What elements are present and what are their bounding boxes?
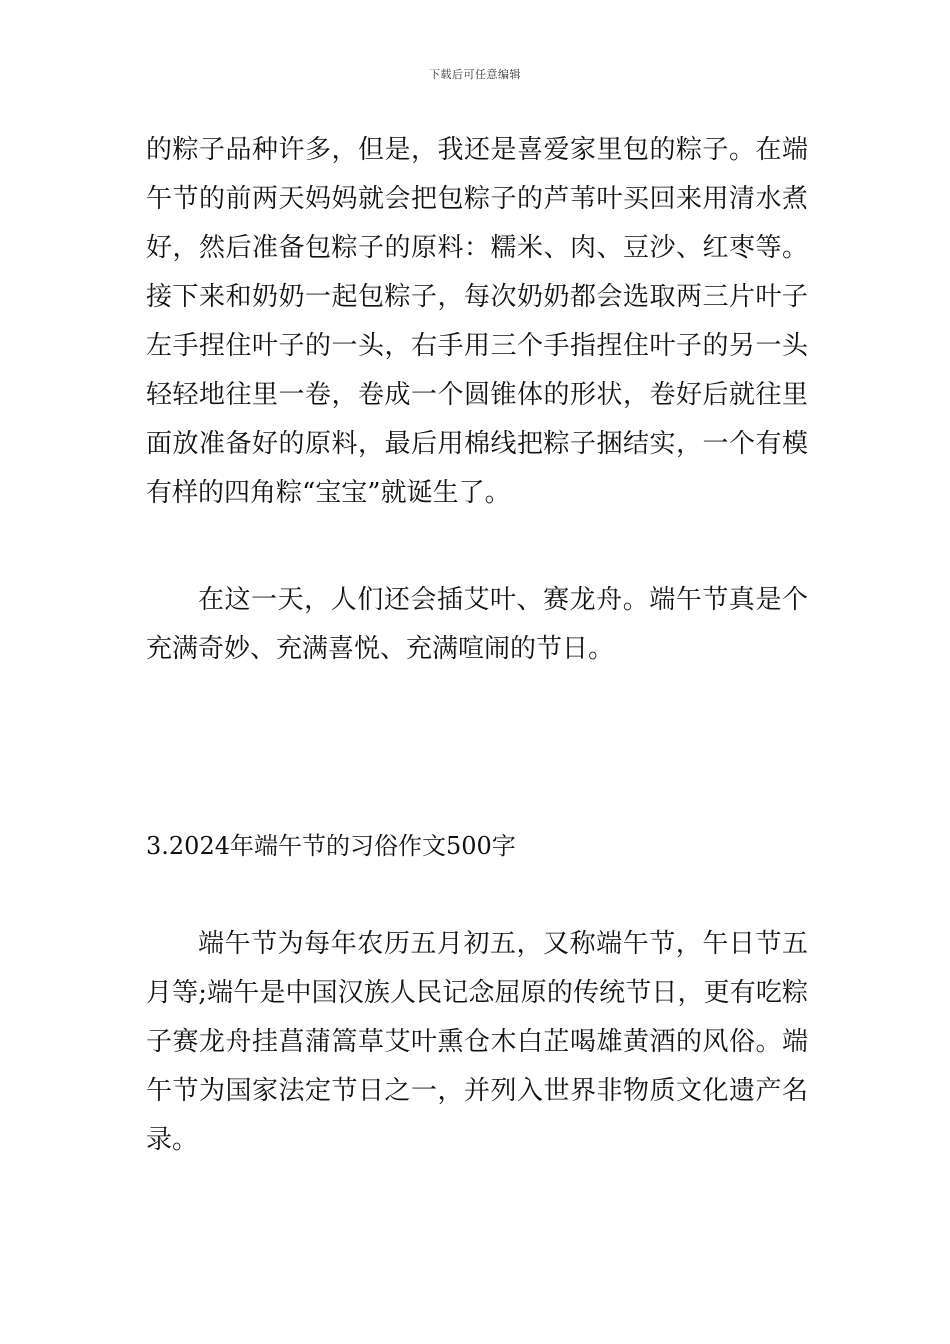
body-paragraph-2: 在这一天，人们还会插艾叶、赛龙舟。端午节真是个充满奇妙、充满喜悦、充满喧闹的节日。 <box>146 585 808 664</box>
page-header-note: 下载后可任意编辑 <box>429 68 521 81</box>
body-paragraph-1: 的粽子品种许多，但是，我还是喜爱家里包的粽子。在端午节的前两天妈妈就会把包粽子的芦苇叶买回来用清水煮好，然后准备包粽子的原料：糯米、肉、豆沙、红枣等。接下来和奶奶一起包粽子，每次奶奶都会选取两三片叶子左手捏住叶子的一头，右手用三个手指捏住叶子的另一头轻轻地往里一卷，卷成一个圆锥体的形状，卷好后就往里面放准备好的原料，最后用棉线把粽子捆结实，一个有模有样的四角粽“宝宝”就诞生了。 <box>146 135 808 508</box>
body-paragraph-3: 端午节为每年农历五月初五，又称端午节，午日节五月等;端午是中国汉族人民记念屈原的传统节日，更有吃粽子赛龙舟挂菖蒲篙草艾叶熏仓木白芷喝雄黄酒的风俗。端午节为国家法定节日之一，并列入世界非物质文化遗产名录。 <box>146 929 808 1155</box>
section-heading: 3.2024年端午节的习俗作文500字 <box>146 832 516 860</box>
